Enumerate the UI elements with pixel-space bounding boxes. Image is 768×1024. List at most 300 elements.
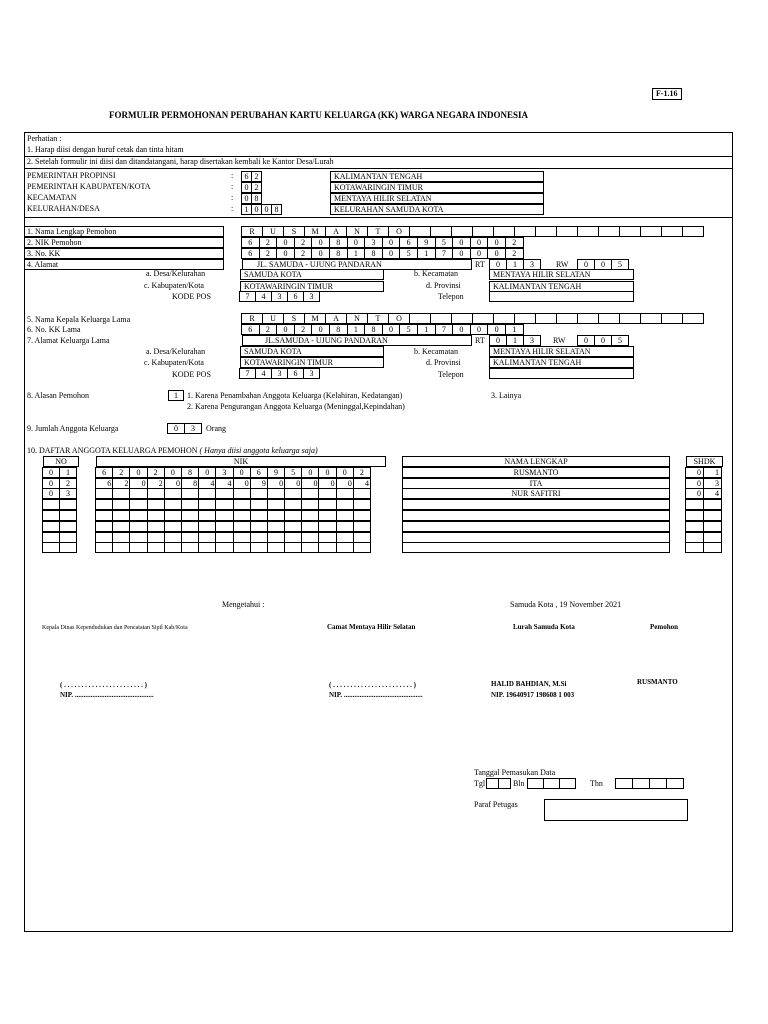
char-cell <box>95 532 113 543</box>
member-nik[interactable] <box>96 488 371 499</box>
date-cell <box>649 778 667 789</box>
entry-thn-label: Thn <box>590 779 603 788</box>
place-date: Samuda Kota , 19 November 2021 <box>510 600 622 609</box>
char-cell <box>147 521 165 532</box>
char-cell: 0 <box>129 478 147 489</box>
lurah-name: HALID BAHDIAN, M.Si <box>491 680 567 688</box>
member-no <box>43 488 77 499</box>
form-title: FORMULIR PERMOHONAN PERUBAHAN KARTU KELUARGA (KK) WARGA NEGARA INDONESIA <box>109 110 529 120</box>
colon: : <box>231 171 234 180</box>
char-cell: 2 <box>147 467 165 478</box>
char-cell <box>472 313 494 324</box>
char-cell <box>284 510 302 521</box>
date-cell <box>632 778 650 789</box>
char-cell <box>95 542 113 553</box>
char-cell <box>336 499 354 510</box>
char-cell: 2 <box>294 237 313 248</box>
char-cell: 2 <box>294 248 313 259</box>
char-cell: 7 <box>435 324 454 335</box>
char-cell <box>661 226 683 237</box>
char-cell <box>318 510 336 521</box>
char-cell: 0 <box>198 467 216 478</box>
char-cell <box>147 499 165 510</box>
paraf-label: Paraf Petugas <box>474 800 518 809</box>
char-cell <box>409 226 431 237</box>
char-cell <box>284 488 302 499</box>
char-cell: N <box>346 313 368 324</box>
char-cell: 0 <box>336 478 354 489</box>
member-nik[interactable] <box>96 521 371 532</box>
member-no <box>43 510 77 521</box>
kec-code[interactable] <box>242 193 262 204</box>
colon: : <box>231 204 234 213</box>
char-cell: 1 <box>703 467 722 478</box>
char-cell: 0 <box>311 324 330 335</box>
char-cell <box>514 226 536 237</box>
desa-label: a. Desa/Kelurahan <box>146 269 206 278</box>
char-cell <box>233 532 251 543</box>
char-cell: 0 <box>487 237 506 248</box>
char-cell <box>129 510 147 521</box>
char-cell <box>430 313 452 324</box>
char-cell: 0 <box>267 478 285 489</box>
char-cell <box>353 499 371 510</box>
applicant-kk-label: 3. No. KK <box>27 249 61 258</box>
char-cell <box>353 488 371 499</box>
char-cell: 4 <box>255 368 272 379</box>
char-cell: N <box>346 226 368 237</box>
char-cell: 3 <box>271 368 288 379</box>
char-cell <box>336 488 354 499</box>
member-name[interactable]: NUR SAFITRI <box>402 488 670 499</box>
char-cell: 4 <box>215 478 233 489</box>
old-address-label: 7. Alamat Keluarga Lama <box>27 336 110 345</box>
char-cell: 1 <box>347 248 366 259</box>
char-cell: 5 <box>435 237 454 248</box>
char-cell <box>703 510 722 521</box>
char-cell: 0 <box>336 467 354 478</box>
old-kk-label: 6. No. KK Lama <box>27 325 81 334</box>
char-cell: 6 <box>241 324 260 335</box>
char-cell: 0 <box>489 335 507 346</box>
member-nik[interactable] <box>96 467 371 478</box>
char-cell: 8 <box>364 324 383 335</box>
member-nik[interactable] <box>96 478 371 489</box>
char-cell <box>198 542 216 553</box>
header-shdk: SHDK <box>686 456 723 467</box>
char-cell <box>59 542 77 553</box>
member-shdk[interactable] <box>686 542 722 553</box>
region-label-desa: KELURAHAN/DESA <box>27 204 100 213</box>
char-cell <box>233 488 251 499</box>
char-cell: 0 <box>261 204 272 215</box>
char-cell: 0 <box>284 478 302 489</box>
char-cell <box>284 499 302 510</box>
char-cell <box>267 521 285 532</box>
char-cell <box>640 226 662 237</box>
colon: : <box>231 193 234 202</box>
prov-label: d. Provinsi <box>426 281 461 290</box>
kab-code[interactable] <box>242 182 262 193</box>
char-cell <box>451 226 473 237</box>
notice-heading: Perhatian : <box>27 134 62 143</box>
applicant-tel-field[interactable] <box>489 291 634 302</box>
member-nik[interactable] <box>96 499 371 510</box>
char-cell <box>59 499 77 510</box>
char-cell: 0 <box>251 204 262 215</box>
char-cell: 4 <box>703 488 722 499</box>
char-cell: 6 <box>287 291 304 302</box>
char-cell <box>233 542 251 553</box>
old-pos-field[interactable] <box>240 368 320 379</box>
char-cell: 1 <box>241 204 252 215</box>
char-cell <box>685 542 704 553</box>
char-cell: 6 <box>241 171 252 182</box>
char-cell: 0 <box>311 248 330 259</box>
char-cell <box>215 488 233 499</box>
char-cell <box>181 542 199 553</box>
entry-tgl-field[interactable] <box>487 778 511 789</box>
old-pos-label: KODE POS <box>172 370 211 379</box>
char-cell <box>147 542 165 553</box>
char-cell: O <box>388 226 410 237</box>
char-cell <box>42 542 60 553</box>
char-cell: 3 <box>364 237 383 248</box>
char-cell: 0 <box>470 237 489 248</box>
char-cell: 3 <box>215 467 233 478</box>
char-cell <box>112 499 130 510</box>
region-label-prov: PEMERINTAH PROPINSI <box>27 171 116 180</box>
char-cell <box>250 542 268 553</box>
date-cell <box>615 778 633 789</box>
char-cell <box>556 313 578 324</box>
char-cell: 7 <box>239 291 256 302</box>
member-name[interactable] <box>402 499 670 510</box>
char-cell: 0 <box>276 324 295 335</box>
char-cell: 0 <box>129 467 147 478</box>
role-applicant: Pemohon <box>650 623 678 631</box>
applicant-name-label: 1. Nama Lengkap Pemohon <box>27 227 117 236</box>
char-cell: 1 <box>417 324 436 335</box>
old-prov-label: d. Provinsi <box>426 358 461 367</box>
char-cell: 0 <box>685 478 704 489</box>
kab-name[interactable]: KOTAWARINGIN TIMUR <box>330 182 544 193</box>
char-cell: 9 <box>417 237 436 248</box>
char-cell: 6 <box>241 237 260 248</box>
signature-blank-2[interactable]: ( . . . . . . . . . . . . . . . . . . . . . . . ) <box>329 681 416 689</box>
applicant-pos-field[interactable] <box>240 291 320 302</box>
paraf-field[interactable] <box>544 799 688 821</box>
reason-value[interactable]: 1 <box>168 390 184 401</box>
char-cell: O <box>388 313 410 324</box>
date-cell <box>527 778 544 789</box>
char-cell: 0 <box>311 237 330 248</box>
char-cell <box>198 510 216 521</box>
char-cell: 2 <box>505 237 524 248</box>
char-cell <box>430 226 452 237</box>
member-name[interactable] <box>402 521 670 532</box>
member-nik[interactable] <box>96 510 371 521</box>
char-cell: 8 <box>329 324 348 335</box>
char-cell: 1 <box>59 467 77 478</box>
applicant-desa-field[interactable]: SAMUDA KOTA <box>240 269 384 280</box>
member-name[interactable] <box>402 510 670 521</box>
char-cell: 8 <box>251 193 262 204</box>
member-name[interactable] <box>402 532 670 543</box>
char-cell <box>250 499 268 510</box>
char-cell: U <box>262 313 284 324</box>
region-label-kab: PEMERINTAH KABUPATEN/KOTA <box>27 182 151 191</box>
applicant-prov-field[interactable]: KALIMANTAN TENGAH <box>489 281 634 292</box>
applicant-kec-field[interactable]: MENTAYA HILIR SELATAN <box>489 269 634 280</box>
char-cell: 2 <box>251 171 262 182</box>
char-cell <box>181 499 199 510</box>
char-cell <box>95 510 113 521</box>
char-cell: 5 <box>611 259 629 270</box>
member-shdk[interactable] <box>686 467 722 478</box>
char-cell: M <box>304 313 326 324</box>
char-cell: 3 <box>523 335 541 346</box>
reason-option-2: 2. Karena Pengurangan Anggota Keluarga (Meninggal,Kepindahan) <box>187 402 405 411</box>
char-cell <box>95 499 113 510</box>
old-rt-field[interactable] <box>490 335 541 346</box>
header-nik: NIK <box>96 456 386 467</box>
char-cell <box>703 532 722 543</box>
char-cell: 0 <box>452 324 471 335</box>
char-cell <box>493 226 515 237</box>
char-cell <box>181 510 199 521</box>
date-cell <box>543 778 560 789</box>
char-cell <box>267 499 285 510</box>
char-cell <box>250 488 268 499</box>
char-cell: 0 <box>382 237 401 248</box>
char-cell <box>353 542 371 553</box>
char-cell <box>353 510 371 521</box>
applicant-kk-field[interactable] <box>242 248 524 259</box>
char-cell: 4 <box>198 478 216 489</box>
old-head-name-label: 5. Nama Kepala Keluarga Lama <box>27 315 131 324</box>
char-cell: 0 <box>301 467 319 478</box>
old-kk-field[interactable] <box>242 324 524 335</box>
old-tel-field[interactable] <box>489 368 634 379</box>
member-no <box>43 467 77 478</box>
char-cell <box>619 226 641 237</box>
desa-code[interactable] <box>242 204 282 215</box>
old-rw-label: RW <box>553 336 566 345</box>
member-shdk[interactable] <box>686 532 722 543</box>
char-cell <box>703 499 722 510</box>
char-cell: 2 <box>353 467 371 478</box>
char-cell: S <box>283 226 305 237</box>
char-cell: 1 <box>505 324 524 335</box>
applicant-kab-field[interactable]: KOTAWARINGIN TIMUR <box>240 281 384 292</box>
applicant-address-field[interactable]: JL. SAMUDA - UJUNG PANDARAN <box>242 259 472 270</box>
char-cell: 0 <box>164 467 182 478</box>
char-cell <box>318 542 336 553</box>
rt-label: RT <box>475 260 485 269</box>
pos-label: KODE POS <box>172 292 211 301</box>
desa-name[interactable]: KELURAHAN SAMUDA KOTA <box>330 204 544 215</box>
char-cell: 0 <box>470 248 489 259</box>
member-no <box>43 521 77 532</box>
member-name[interactable]: RUSMANTO <box>402 467 670 478</box>
char-cell: R <box>241 226 263 237</box>
char-cell <box>147 488 165 499</box>
char-cell <box>147 532 165 543</box>
char-cell <box>164 521 182 532</box>
member-shdk[interactable] <box>686 488 722 499</box>
entry-thn-field[interactable] <box>616 778 684 789</box>
member-shdk[interactable] <box>686 521 722 532</box>
old-rw-field[interactable] <box>578 335 629 346</box>
prov-code[interactable] <box>242 171 262 182</box>
char-cell <box>318 499 336 510</box>
char-cell: 0 <box>241 182 252 193</box>
entry-bln-label: Bln <box>513 779 525 788</box>
char-cell: 8 <box>271 204 282 215</box>
colon: : <box>231 182 234 191</box>
char-cell <box>233 521 251 532</box>
char-cell: 0 <box>164 478 182 489</box>
char-cell <box>703 542 722 553</box>
prov-name[interactable]: KALIMANTAN TENGAH <box>330 171 544 182</box>
char-cell <box>301 499 319 510</box>
char-cell: 7 <box>435 248 454 259</box>
member-name[interactable] <box>402 542 670 553</box>
char-cell: 0 <box>301 478 319 489</box>
reason-option-1: 1. Karena Penambahan Anggota Keluarga (Kelahiran, Kedatangan) <box>187 391 403 400</box>
char-cell: 4 <box>255 291 272 302</box>
char-cell <box>42 499 60 510</box>
char-cell: 2 <box>259 324 278 335</box>
applicant-address-label: 4. Alamat <box>27 260 59 269</box>
char-cell: 0 <box>685 467 704 478</box>
date-cell <box>666 778 684 789</box>
applicant-nik-label: 2. NIK Pemohon <box>27 238 82 247</box>
role-camat: Camat Mentaya Hilir Selatan <box>327 623 416 631</box>
applicant-nik-field[interactable] <box>242 237 524 248</box>
member-shdk[interactable] <box>686 478 722 489</box>
member-nik[interactable] <box>96 532 371 543</box>
char-cell: 9 <box>250 478 268 489</box>
char-cell <box>661 313 683 324</box>
header-no: NO <box>43 456 79 467</box>
char-cell: 5 <box>611 335 629 346</box>
old-kab-field[interactable]: KOTAWARINGIN TIMUR <box>240 357 384 368</box>
reason-option-3: 3. Lainya <box>491 391 522 400</box>
nip-blank-1[interactable]: NIP. ............................................. <box>60 691 154 699</box>
char-cell: 1 <box>506 335 524 346</box>
char-cell: 2 <box>251 182 262 193</box>
char-cell: M <box>304 226 326 237</box>
rw-label: RW <box>556 260 569 269</box>
members-heading-note: ( Hanya diisi anggota keluarga saja) <box>199 446 318 455</box>
applicant-name-field[interactable] <box>242 226 704 237</box>
member-shdk[interactable] <box>686 510 722 521</box>
char-cell: 0 <box>487 248 506 259</box>
char-cell <box>301 542 319 553</box>
char-cell: 6 <box>95 467 113 478</box>
char-cell <box>640 313 662 324</box>
members-heading <box>27 447 318 455</box>
char-cell <box>129 542 147 553</box>
date-cell <box>559 778 576 789</box>
signature-blank-1[interactable]: ( . . . . . . . . . . . . . . . . . . . . . . . ) <box>60 681 147 689</box>
char-cell: 0 <box>42 488 60 499</box>
nip-blank-2[interactable]: NIP. ............................................. <box>329 691 423 699</box>
char-cell: 2 <box>505 248 524 259</box>
old-prov-field[interactable]: KALIMANTAN TENGAH <box>489 357 634 368</box>
member-shdk[interactable] <box>686 499 722 510</box>
old-desa-field[interactable]: SAMUDA KOTA <box>240 346 384 357</box>
char-cell <box>703 521 722 532</box>
char-cell <box>215 499 233 510</box>
char-cell <box>129 499 147 510</box>
char-cell: 1 <box>506 259 524 270</box>
role-lurah: Lurah Samuda Kota <box>513 623 575 631</box>
form-code: F-1.16 <box>652 88 682 100</box>
char-cell: T <box>367 226 389 237</box>
char-cell <box>95 521 113 532</box>
char-cell: 0 <box>489 259 507 270</box>
char-cell: 8 <box>181 467 199 478</box>
char-cell <box>318 532 336 543</box>
date-cell <box>498 778 511 789</box>
char-cell <box>250 521 268 532</box>
char-cell <box>353 521 371 532</box>
char-cell: 2 <box>147 478 165 489</box>
char-cell: 8 <box>181 478 199 489</box>
char-cell <box>336 532 354 543</box>
char-cell <box>112 488 130 499</box>
char-cell: 6 <box>399 237 418 248</box>
char-cell <box>267 532 285 543</box>
kec-name[interactable]: MENTAYA HILIR SELATAN <box>330 193 544 204</box>
char-cell <box>284 521 302 532</box>
entry-bln-field[interactable] <box>528 778 576 789</box>
char-cell: 2 <box>259 248 278 259</box>
char-cell <box>353 532 371 543</box>
old-kec-field[interactable]: MENTAYA HILIR SELATAN <box>489 346 634 357</box>
lurah-nip: NIP. 19640917 198608 1 003 <box>491 691 575 699</box>
char-cell <box>267 510 285 521</box>
char-cell: 0 <box>452 248 471 259</box>
char-cell <box>198 521 216 532</box>
old-head-name-field[interactable] <box>242 313 704 324</box>
known-label: Mengetahui : <box>222 600 265 609</box>
char-cell: 0 <box>241 193 252 204</box>
region-label-kec: KECAMATAN <box>27 193 77 202</box>
char-cell: 2 <box>259 237 278 248</box>
member-name[interactable]: ITA <box>402 478 670 489</box>
char-cell <box>336 510 354 521</box>
char-cell: 0 <box>382 248 401 259</box>
char-cell: 0 <box>470 324 489 335</box>
header-name: NAMA LENGKAP <box>402 456 670 467</box>
char-cell <box>250 510 268 521</box>
char-cell <box>59 521 77 532</box>
member-nik[interactable] <box>96 542 371 553</box>
char-cell: 3 <box>703 478 722 489</box>
char-cell <box>129 488 147 499</box>
char-cell <box>164 510 182 521</box>
members-count-field[interactable] <box>168 423 202 434</box>
char-cell: 3 <box>303 368 320 379</box>
char-cell: 9 <box>267 467 285 478</box>
char-cell <box>181 532 199 543</box>
char-cell: 8 <box>329 237 348 248</box>
old-address-field[interactable]: JL.SAMUDA - UJUNG PANDARAN <box>242 335 472 346</box>
